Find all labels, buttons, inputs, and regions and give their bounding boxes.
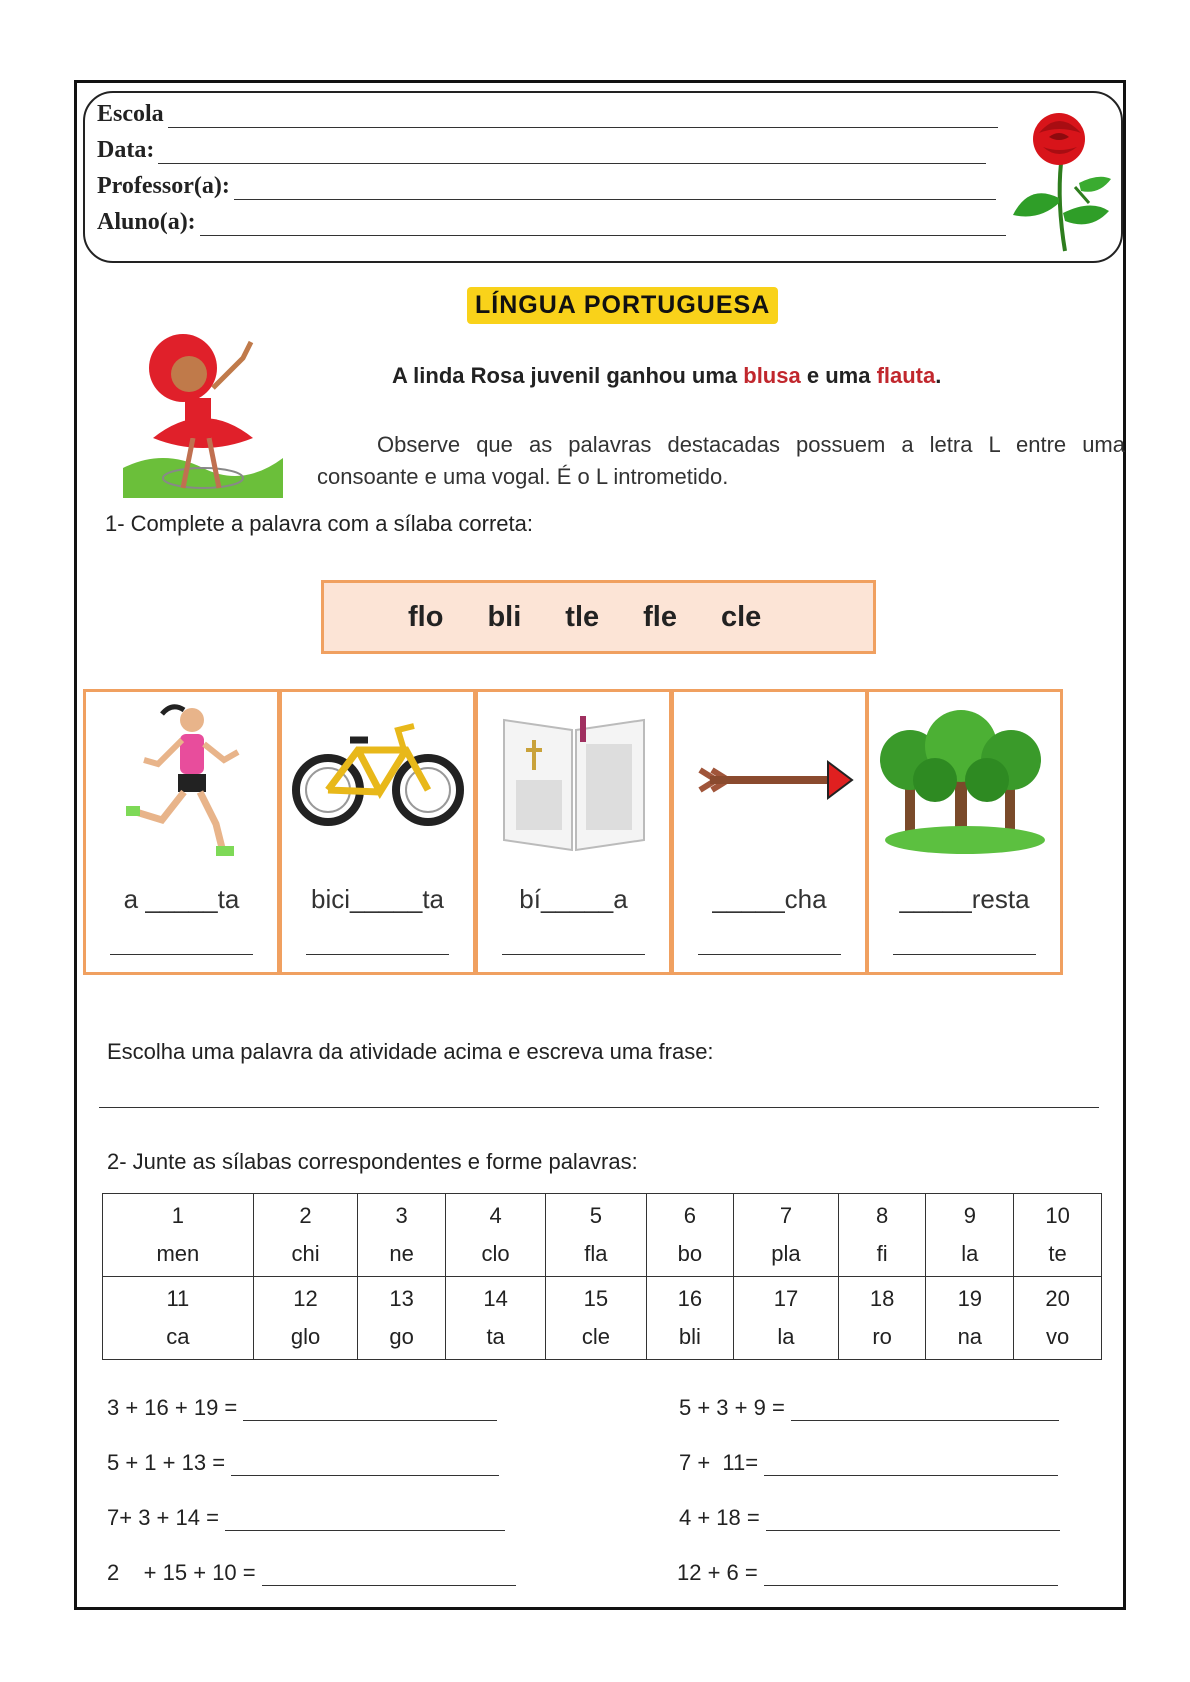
table-cell: 14 ta: [445, 1277, 545, 1360]
arrow-icon: [680, 700, 860, 860]
answer-line[interactable]: [764, 1455, 1058, 1476]
intro-paragraph: Observe que as palavras destacadas possuem a letra L entre uma consoante e uma vogal. É o L intrometido.: [317, 432, 1125, 489]
table-cell: 1 men: [103, 1194, 254, 1277]
student-info-header: [83, 91, 1123, 263]
syllable-table: [102, 1193, 1102, 1360]
syllable-option: cle: [720, 600, 762, 633]
table-cell: 11 ca: [103, 1277, 254, 1360]
school-field[interactable]: [97, 101, 998, 128]
table-cell: 20 vo: [1014, 1277, 1102, 1360]
date-field[interactable]: [97, 137, 986, 164]
table-cell: 4 clo: [445, 1194, 545, 1277]
table-cell: 16 bli: [646, 1277, 734, 1360]
equation-left-2: 5 + 1 + 13 =: [107, 1450, 499, 1476]
date-line[interactable]: [158, 143, 986, 164]
answer-line[interactable]: [764, 1565, 1058, 1586]
highlight-word-blusa: blusa: [743, 363, 801, 388]
table-cell: 12 glo: [253, 1277, 358, 1360]
incomplete-word: a _____ta: [123, 884, 240, 914]
equation-right-1: 5 + 3 + 9 =: [679, 1395, 1059, 1421]
incomplete-word: bici_____ta: [311, 884, 444, 914]
answer-line[interactable]: [306, 954, 449, 955]
subject-title: LÍNGUA PORTUGUESA: [467, 287, 778, 324]
school-label: Escola: [97, 101, 164, 127]
table-row: [103, 1277, 1102, 1360]
equation-right-4: 12 + 6 =: [677, 1560, 1058, 1586]
syllable-option: fle: [643, 600, 677, 633]
intro-sentence: A linda Rosa juvenil ganhou uma blusa e uma flauta.: [392, 363, 942, 388]
equation-left-1: 3 + 16 + 19 =: [107, 1395, 497, 1421]
answer-line[interactable]: [791, 1400, 1059, 1421]
answer-line[interactable]: [766, 1510, 1060, 1531]
highlight-word-flauta: flauta: [876, 363, 936, 388]
answer-line[interactable]: [698, 954, 841, 955]
word-card-forest: [866, 689, 1063, 975]
student-line[interactable]: [200, 215, 1006, 236]
school-line[interactable]: [168, 107, 998, 128]
answer-line[interactable]: [225, 1510, 505, 1531]
table-cell: 8 fi: [838, 1194, 926, 1277]
word-card-arrow: [671, 689, 868, 975]
table-cell: 9 la: [926, 1194, 1014, 1277]
bible-icon: [484, 700, 664, 860]
date-label: Data:: [97, 137, 155, 163]
bicycle-icon: [288, 700, 468, 860]
table-cell: 18 ro: [838, 1277, 926, 1360]
question-1-title: 1- Complete a palavra com a sílaba correta:: [105, 511, 533, 536]
teacher-field[interactable]: [97, 173, 996, 200]
table-row: [103, 1194, 1102, 1277]
equation-left-3: 7+ 3 + 14 =: [107, 1505, 505, 1531]
answer-line[interactable]: [110, 954, 253, 955]
table-cell: 5 fla: [546, 1194, 646, 1277]
syllable-option: tle: [565, 600, 600, 633]
table-cell: 6 bo: [646, 1194, 734, 1277]
word-card-runner: [83, 689, 280, 975]
runner-icon: [92, 700, 272, 860]
forest-icon: [875, 700, 1055, 860]
table-cell: 2 chi: [253, 1194, 358, 1277]
sentence-answer-line[interactable]: [99, 1107, 1099, 1108]
incomplete-word: bí_____a: [519, 884, 628, 914]
answer-line[interactable]: [262, 1565, 516, 1586]
equation-right-2: 7 + 11=: [679, 1450, 1058, 1476]
teacher-label: Professor(a):: [97, 173, 230, 199]
equation-right-3: 4 + 18 =: [679, 1505, 1060, 1531]
word-card-bible: [475, 689, 672, 975]
incomplete-word: _____resta: [899, 884, 1030, 914]
table-cell: 15 cle: [546, 1277, 646, 1360]
incomplete-word: _____cha: [712, 884, 827, 914]
table-cell: 19 na: [926, 1277, 1014, 1360]
answer-line[interactable]: [893, 954, 1036, 955]
answer-line[interactable]: [502, 954, 645, 955]
answer-line[interactable]: [243, 1400, 497, 1421]
table-cell: 7 pla: [734, 1194, 839, 1277]
syllable-option: bli: [487, 600, 522, 633]
word-card-bicycle: [279, 689, 476, 975]
syllable-box: [321, 580, 876, 654]
sentence-prompt: Escolha uma palavra da atividade acima e escreva uma frase:: [107, 1039, 714, 1064]
answer-line[interactable]: [231, 1455, 499, 1476]
worksheet-page: [74, 80, 1126, 1610]
syllable-option: flo: [408, 600, 444, 633]
table-cell: 13 go: [358, 1277, 446, 1360]
rose-icon: [999, 103, 1119, 253]
question-2-title: 2- Junte as sílabas correspondentes e forme palavras:: [107, 1149, 638, 1174]
table-cell: 10 te: [1014, 1194, 1102, 1277]
student-label: Aluno(a):: [97, 209, 196, 235]
teacher-line[interactable]: [234, 179, 996, 200]
equation-left-4: 2 + 15 + 10 =: [107, 1560, 516, 1586]
student-field[interactable]: [97, 209, 1006, 236]
dancing-girl-icon: [123, 328, 283, 498]
table-cell: 3 ne: [358, 1194, 446, 1277]
table-cell: 17 la: [734, 1277, 839, 1360]
